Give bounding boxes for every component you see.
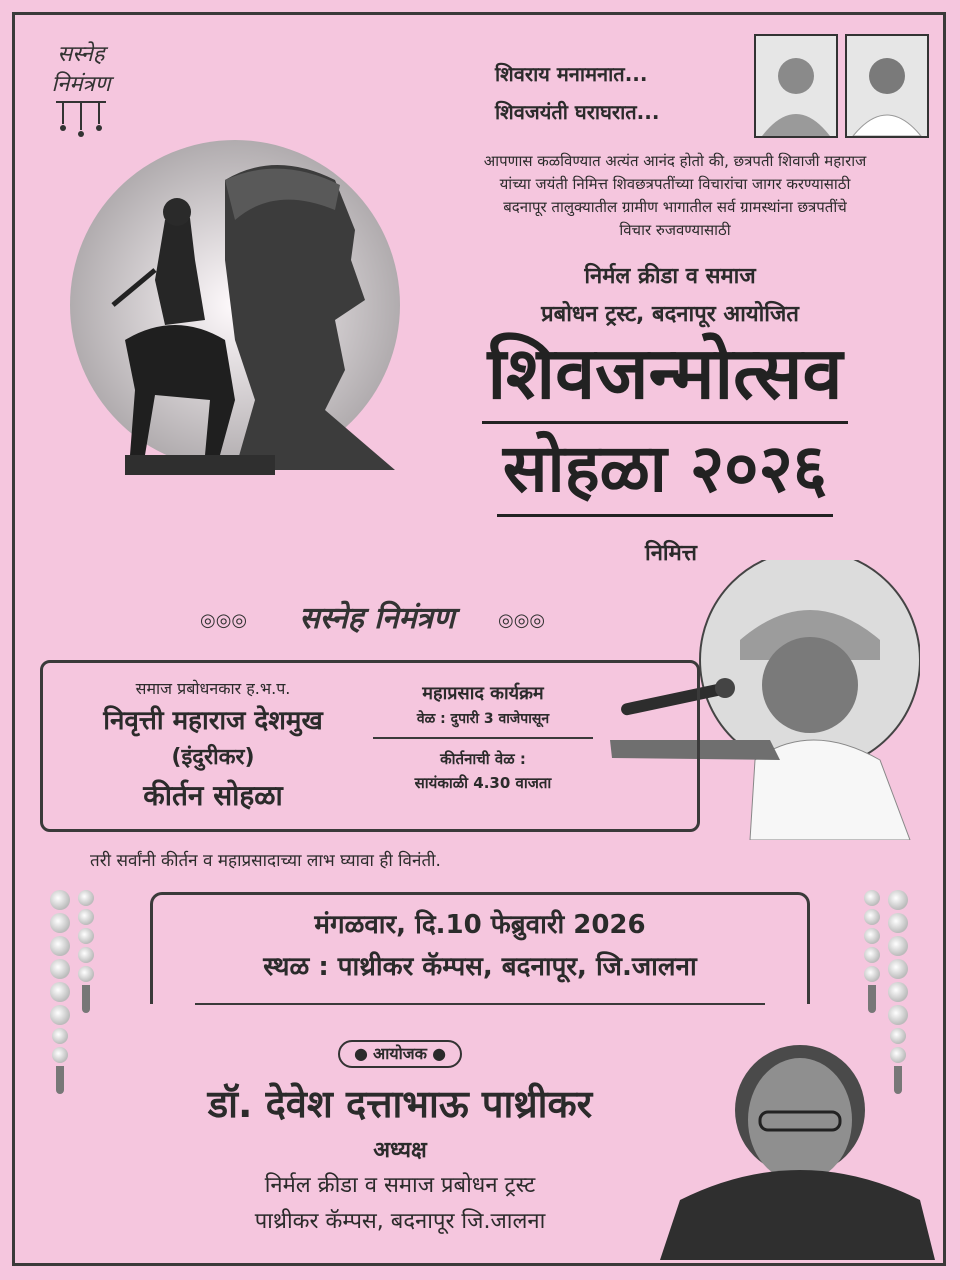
event-title-suffix: निमित्त [645,541,697,566]
kirtan-details-box [40,660,700,832]
kirtan-time: सायंकाळी 4.30 वाजता [414,774,552,792]
host-label-pill [338,1040,462,1068]
shivaji-illustration [35,140,415,490]
speaker-name: निवृत्ती महाराज देशमुख [103,706,323,736]
event-title-line2: सोहळा २०२६ [497,424,833,517]
host-name: डॉ. देवेश दत्ताभाऊ पाथ्रीकर [207,1082,593,1126]
host-section [140,1040,660,1240]
intro-line2: यांच्या जयंती निमित्त शिवछत्रपतींच्या विचारांचा जागर करण्यासाठी [499,175,851,193]
portrait-photo-man [845,34,929,138]
ornament-right-icon: ◎◎◎ [498,610,546,631]
tagline-line1: शिवराय मनामनात... [495,62,648,86]
corner-badge [26,38,136,142]
bell-ornament-icon [51,98,111,138]
host-org-line1: निर्मल क्रीडा व समाज प्रबोधन ट्रस्ट [264,1173,536,1198]
request-line: तरी सर्वांनी कीर्तन व महाप्रसादाच्या लाभ घ्यावा ही विनंती. [90,851,441,871]
ornament-left-icon: ◎◎◎ [200,610,248,631]
garland-left-icon [50,890,72,1094]
event-title-line1: शिवजन्मोत्सव [482,325,849,424]
portrait-photo-woman [754,34,838,138]
intro-line1: आपणास कळविण्यात अत्यंत आनंद होतो की, छत्रपती शिवाजी महाराज [483,152,867,170]
invitation-label-row [200,590,560,650]
intro-paragraph [405,150,945,242]
organizer-org-line1: निर्मल क्रीडा व समाज [584,264,756,289]
host-photo [660,1020,935,1260]
host-role: अध्यक्ष [373,1138,427,1163]
speaker-block [43,677,383,817]
speaker-prefix: समाज प्रबोधनकार ह.भ.प. [135,679,291,698]
organizer-org-line2: प्रबोधन ट्रस्ट, बदनापूर आयोजित [541,302,799,327]
intro-line3: बदनापूर तालुक्यातील ग्रामीण भागातील सर्व ग्रामस्थांना छत्रपतींचे [503,198,847,216]
bullet-icon: ● [432,1044,447,1063]
garland-right2-icon [862,890,884,1013]
intro-line4: विचार रुजवण्यासाठी [619,221,731,239]
bullet-icon: ● [353,1044,368,1063]
date-venue-box [150,892,810,1004]
garland-left2-icon [76,890,98,1013]
event-title [405,325,925,517]
mahaprasad-time: वेळ : दुपारी 3 वाजेपासून [373,707,593,739]
corner-badge-line2: निमंत्रण [51,72,111,97]
event-date: मंगळवार, दि.10 फेब्रुवारी 2026 [314,910,646,940]
schedule-block [373,681,593,795]
tagline [495,55,740,131]
kirtan-time-label: कीर्तनाची वेळ : [440,750,526,768]
kirtan-event-name: कीर्तन सोहळा [143,779,283,812]
speaker-alias: (इंदुरीकर) [171,745,255,770]
event-venue: स्थळ : पाथ्रीकर कॅम्पस, बदनापूर, जि.जालना [263,952,697,982]
corner-badge-line1: सस्नेह [57,42,105,67]
host-label: आयोजक [373,1044,427,1063]
organizer-org [440,258,900,334]
date-venue-underline [195,1003,765,1005]
tagline-line2: शिवजयंती घराघरात... [495,100,660,124]
invitation-label: सस्नेह निमंत्रण [299,601,455,636]
mahaprasad-title: महाप्रसाद कार्यक्रम [422,683,544,704]
host-org-line2: पाथ्रीकर कॅम्पस, बदनापूर जि.जालना [254,1209,546,1234]
